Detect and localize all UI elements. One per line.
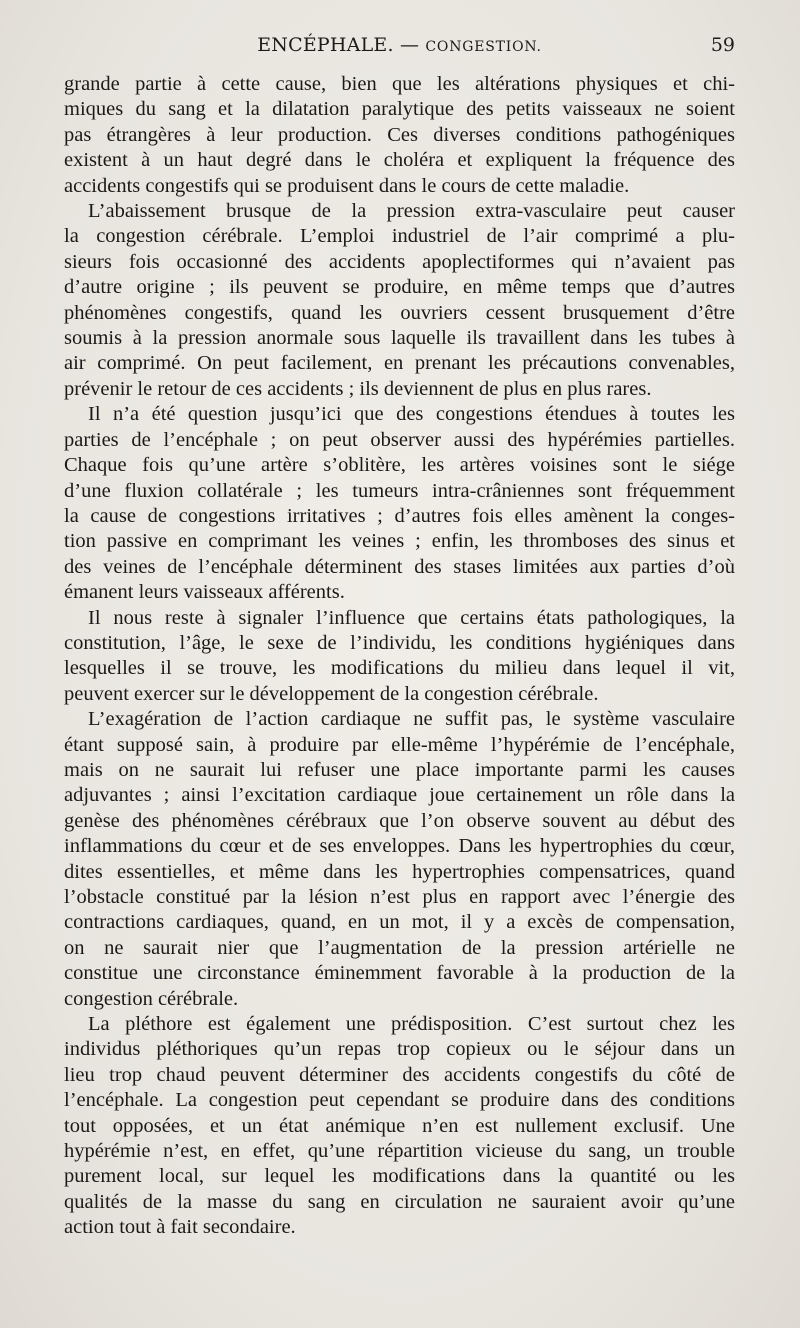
text-line: lesquelles il se trouve, les modifications du milieu dans lequel il vit, [64,657,735,680]
text-line: grande partie à cette cause, bien que les altérations physiques et chi- [64,73,735,95]
text-line: d’une fluxion collatérale ; les tumeurs intra-crâniennes sont fréquemment [64,479,735,502]
text-line: la congestion cérébrale. L’emploi industriel de l’air comprimé a plu- [64,225,735,248]
text-line: phénomènes congestifs, quand les ouvriers cessent brusquement d’être [64,301,735,324]
paragraph [64,707,735,1012]
text-line: miques du sang et la dilatation paralytique des petits vaisseaux ne soient [64,98,735,121]
text-line: parties de l’encéphale ; on peut observer aussi des hypérémies partielles. [64,428,735,451]
paragraph [64,1012,735,1241]
text-line: prévenir le retour de ces accidents ; ils deviennent de plus en plus rares. [64,377,652,400]
text-line: soumis à la pression anormale sous laquelle ils travaillent dans les tubes à [64,327,735,350]
text-line: contractions cardiaques, quand, en un mot, il y a excès de compensation, [64,911,735,934]
text-line: constitue une circonstance éminemment favorable à la production de la [64,962,735,985]
page-header [64,34,735,64]
text-line: constitution, l’âge, le sexe de l’individu, les conditions hygiéniques dans [64,631,735,654]
text-line: l’obstacle constitué par la lésion n’est plus en rapport avec l’énergie des [64,886,735,908]
text-line: émanent leurs vaisseaux afférents. [64,581,345,604]
text-line: existent à un haut degré dans le choléra et expliquent la fréquence des [64,149,735,172]
text-line: Il nous reste à signaler l’influence que certains états pathologiques, la [88,606,735,629]
running-title-subtitle: CONGESTION. [425,39,542,55]
text-line: tout opposées, et un état anémique n’en est nullement exclusif. Une [64,1114,735,1137]
text-line: l’encéphale. La congestion peut cependant se produire dans des conditions [64,1089,735,1112]
text-line: genèse des phénomènes cérébraux que l’on observe souvent au début des [64,809,735,832]
text-line: lieu trop chaud peuvent déterminer des accidents congestifs du côté de [64,1063,735,1086]
paragraph [64,606,735,708]
text-line: étant supposé sain, à produire par elle-même l’hypérémie de l’encéphale, [64,733,735,756]
text-line: mais on ne saurait lui refuser une place importante parmi les causes [64,758,735,781]
text-line: Chaque fois qu’une artère s’oblitère, les artères voisines sont le siége [64,454,735,477]
paragraph [64,199,735,402]
running-title [64,34,735,56]
text-line: La pléthore est également une prédisposition. C’est surtout chez les [88,1013,735,1036]
text-line: inflammations du cœur et de ses enveloppes. Dans les hypertrophies du cœur, [64,835,735,858]
text-line: adjuvantes ; ainsi l’excitation cardiaque joue certainement un rôle dans la [64,784,735,807]
page-number: 59 [710,34,735,56]
text-line: purement local, sur lequel les modifications dans la quantité ou les [64,1165,735,1188]
text-line: pas étrangères à leur production. Ces diverses conditions pathogéniques [64,123,735,146]
text-line: d’autre origine ; ils peuvent se produire, en même temps que d’autres [64,276,735,299]
running-title-main: ENCÉPHALE. — [257,34,420,56]
text-line: individus pléthoriques qu’un repas trop copieux ou le séjour dans un [64,1038,735,1061]
text-line: air comprimé. On peut facilement, en prenant les précautions convenables, [64,352,735,375]
text-line: Il n’a été question jusqu’ici que des congestions étendues à toutes les [88,403,735,426]
body-text [64,72,735,1241]
text-line: qualités de la masse du sang en circulation ne sauraient avoir qu’une [64,1190,735,1213]
text-line: hypérémie n’est, en effet, qu’une répartition vicieuse du sang, un trouble [64,1140,735,1163]
text-line: peuvent exercer sur le développement de la congestion cérébrale. [64,682,599,705]
text-line: congestion cérébrale. [64,987,239,1010]
text-line: dites essentielles, et même dans les hypertrophies compensatrices, quand [64,860,735,883]
text-line: on ne saurait nier que l’augmentation de la pression artérielle ne [64,936,735,959]
text-line: action tout à fait secondaire. [64,1216,296,1239]
text-line: des veines de l’encéphale déterminent des stases limitées aux parties d’où [64,555,735,578]
text-line: tion passive en comprimant les veines ; enfin, les thromboses des sinus et [64,530,735,553]
text-line: L’exagération de l’action cardiaque ne suffit pas, le système vasculaire [88,708,735,731]
text-line: la cause de congestions irritatives ; d’autres fois elles amènent la conges- [64,504,735,527]
paragraph [64,72,735,199]
paragraph [64,402,735,605]
text-line: L’abaissement brusque de la pression extra-vasculaire peut causer [88,200,735,223]
text-line: sieurs fois occasionné des accidents apoplectiformes qui n’avaient pas [64,250,735,273]
text-line: accidents congestifs qui se produisent dans le cours de cette maladie. [64,174,630,197]
